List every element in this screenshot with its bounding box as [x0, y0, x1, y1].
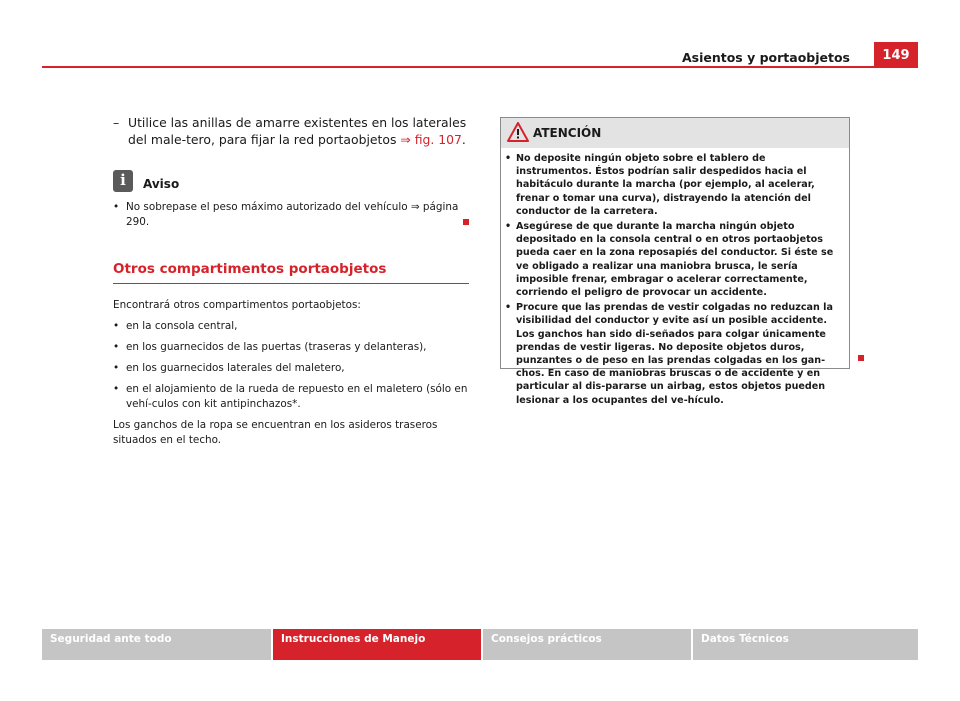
running-header: Asientos y portaobjetos	[681, 50, 850, 65]
end-marker	[858, 355, 864, 361]
note-heading	[113, 169, 469, 192]
tab-instrucciones[interactable]: Instrucciones de Manejo	[273, 629, 481, 660]
header-rule	[42, 66, 918, 68]
bullet-dot: •	[113, 201, 120, 213]
page-number: 149	[874, 42, 918, 68]
warning-header	[501, 118, 849, 148]
list-item: • en los guarnecidos de las puertas (traseras y delanteras),	[113, 341, 427, 353]
warning-item: • Asegúrese de que durante la marcha ningún objeto depositado en la consola central o en otros portaobjetos pueda caer en la zona reposapiés del conductor. Si éste se ve obligado a realizar una maniobra brusca, le sería imposible frenar, embragar o acelerar correctamente, corriendo el peligro de provocar un accidente.	[505, 221, 834, 299]
warning-title: ATENCIÓN	[533, 126, 602, 140]
tab-seguridad[interactable]: Seguridad ante todo	[42, 629, 271, 660]
note-title: Aviso	[143, 177, 180, 191]
list-item: • en la consola central,	[113, 320, 238, 332]
warning-item: • Procure que las prendas de vestir colgadas no reduzcan la visibilidad del conductor y evite así un posible accidente. Los ganchos han sido di-señados para colgar únicamente prendas de vestir ligeras. No deposite objetos duros, punzantes o de peso en las prendas colgadas en los gan-chos. En caso de maniobras bruscas o de accidente y en particular al dis-pararse un airbag, estos objetos pueden lesionar a los ocupantes del ve-hículo.	[505, 302, 833, 406]
tab-consejos[interactable]: Consejos prácticos	[483, 629, 691, 660]
dash-marker: –	[113, 115, 120, 130]
closing-paragraph: Los ganchos de la ropa se encuentran en los asideros traseros situados en el techo.	[113, 419, 438, 446]
tab-datos[interactable]: Datos Técnicos	[693, 629, 918, 660]
left-column	[113, 114, 469, 448]
section-heading: Otros compartimentos portaobjetos	[113, 262, 469, 284]
warning-item: • No deposite ningún objeto sobre el tablero de instrumentos. Éstos podrían salir despedidos hacia el habitáculo durante la marcha (por ejemplo, al acelerar, frenar o tomar una curva), distrayendo la atención del conductor de la carretera.	[505, 153, 815, 217]
list-item: • en el alojamiento de la rueda de repuesto en el maletero (sólo en vehí-culos con kit antipinchazos*.	[113, 383, 468, 410]
warning-triangle-icon	[507, 122, 529, 142]
end-marker	[463, 219, 469, 225]
footer-nav	[42, 629, 918, 660]
warning-body	[501, 148, 849, 407]
instruction-step	[113, 114, 469, 148]
list-item: • en los guarnecidos laterales del maletero,	[113, 362, 345, 374]
note-text: No sobrepase el peso máximo autorizado del vehículo ⇒ página 290.	[126, 201, 459, 228]
warning-box	[500, 117, 850, 406]
figure-link[interactable]: ⇒ fig. 107	[400, 132, 462, 147]
info-icon: i	[113, 170, 133, 192]
intro-paragraph: Encontrará otros compartimentos portaobjetos:	[113, 299, 361, 311]
instruction-text: Utilice las anillas de amarre existentes en los laterales del male-tero, para fijar la red portaobjetos ⇒ fig. 107.	[128, 115, 467, 147]
note-item	[113, 200, 469, 230]
